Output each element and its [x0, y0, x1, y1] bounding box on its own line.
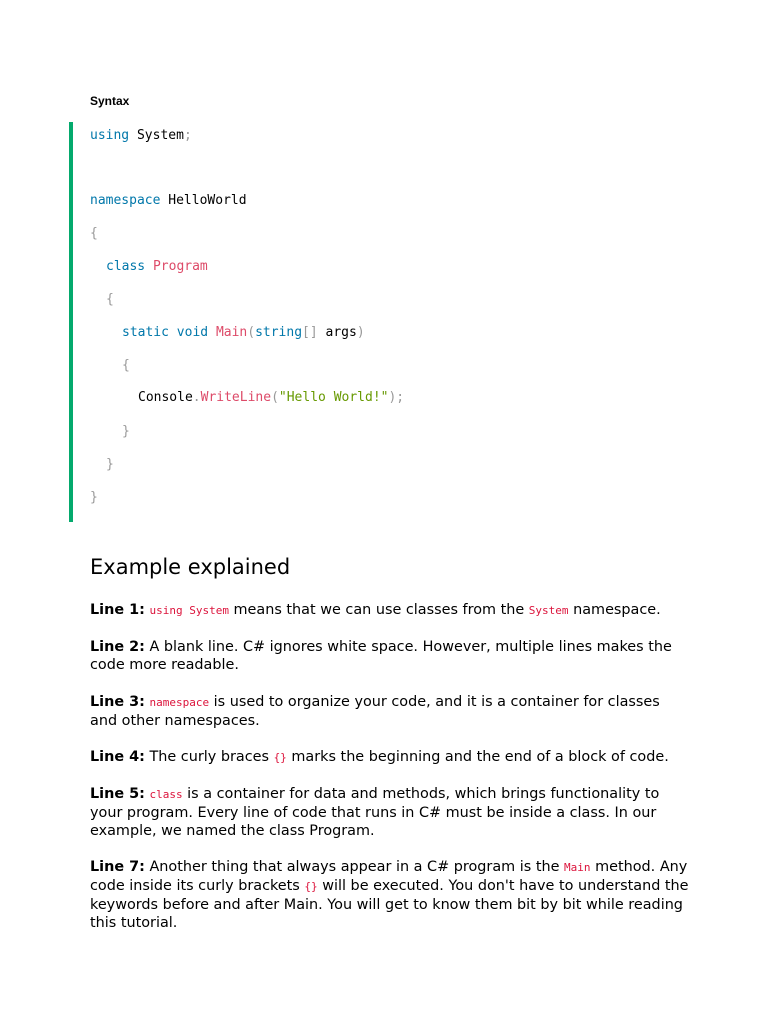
- syntax-label: Syntax: [90, 94, 130, 108]
- code-token: }: [90, 490, 98, 505]
- code-line-1: [90, 128, 192, 144]
- code-block: [69, 122, 713, 522]
- line-label: Line 7:: [90, 859, 145, 875]
- line-label: Line 5:: [90, 786, 145, 802]
- code-token: {: [122, 358, 130, 373]
- code-token: System: [129, 128, 184, 143]
- code-token: ;: [183, 128, 192, 143]
- explanation-line-4: [90, 748, 690, 767]
- code-token: }: [106, 457, 114, 472]
- inline-code: using System: [149, 604, 229, 617]
- code-token: (: [247, 325, 256, 340]
- inline-code: System: [528, 604, 569, 617]
- code-line-11: [106, 457, 114, 473]
- inline-code: {}: [304, 880, 318, 893]
- code-token: void: [176, 325, 209, 340]
- explanation-text: is used to organize your code, and it is a container for classes and other namespaces.: [90, 694, 660, 729]
- code-token: using: [90, 128, 130, 143]
- code-token: {: [90, 226, 98, 241]
- code-line-7: [122, 325, 365, 341]
- code-token: namespace: [90, 193, 161, 208]
- explanation-line-3: [90, 693, 690, 730]
- explanation-text: Another thing that always appear in a C# program is the: [144, 859, 565, 875]
- explanation-text: The curly braces: [144, 749, 274, 765]
- code-token: Main: [215, 325, 248, 340]
- code-line-12: [90, 490, 98, 506]
- code-line-9: [138, 390, 404, 406]
- code-token: Console: [138, 390, 193, 405]
- explanation-text: marks the beginning and the end of a block of code.: [286, 749, 669, 765]
- code-token: Program: [152, 259, 208, 274]
- explanation-line-7: [90, 858, 690, 932]
- code-token: []: [302, 325, 318, 340]
- explanation-text: means that we can use classes from the: [228, 602, 529, 618]
- code-token: .: [192, 390, 201, 405]
- line-label: Line 1:: [90, 602, 145, 618]
- code-token: "Hello World!": [278, 390, 389, 405]
- code-token: }: [122, 424, 130, 439]
- code-token: WriteLine: [200, 390, 272, 405]
- code-token: string: [255, 325, 303, 340]
- section-heading: Example explained: [90, 555, 291, 579]
- code-token: {: [106, 292, 114, 307]
- code-line-4: [90, 226, 98, 242]
- code-line-5: [106, 259, 208, 275]
- code-line-10: [122, 424, 130, 440]
- code-token: HelloWorld: [160, 193, 247, 208]
- code-line-6: [106, 292, 114, 308]
- inline-code: Main: [564, 861, 591, 874]
- code-token: args: [317, 325, 357, 340]
- code-token: static: [122, 325, 169, 340]
- line-label: Line 4:: [90, 749, 145, 765]
- code-token: ): [356, 325, 365, 340]
- code-token: );: [388, 390, 405, 405]
- line-label: Line 3:: [90, 694, 145, 710]
- explanation-line-5: [90, 785, 690, 840]
- inline-code: {}: [273, 751, 287, 764]
- explanation-text: method. Any code inside its curly brackets: [90, 859, 688, 894]
- explanation-line-1: [90, 601, 690, 620]
- code-token: class: [106, 259, 146, 274]
- explanation-line-2: [90, 638, 690, 674]
- inline-code: class: [149, 788, 183, 801]
- inline-code: namespace: [149, 696, 210, 709]
- explanation-text: A blank line. C# ignores white space. However, multiple lines makes the code more readable.: [90, 639, 672, 673]
- code-token: (: [271, 390, 279, 405]
- code-line-8: [122, 358, 130, 374]
- explanation-text: is a container for data and methods, which brings functionality to your program. Every line of code that runs in C# must be inside a class. In our example, we named the class Program.: [90, 786, 660, 839]
- explanation-text: namespace.: [568, 602, 661, 618]
- explanation-text: will be executed. You don't have to understand the keywords before and after Main. You will get to know them bit by bit while reading this tutorial.: [90, 878, 689, 931]
- code-line-3: [90, 193, 247, 209]
- line-label: Line 2:: [90, 639, 145, 655]
